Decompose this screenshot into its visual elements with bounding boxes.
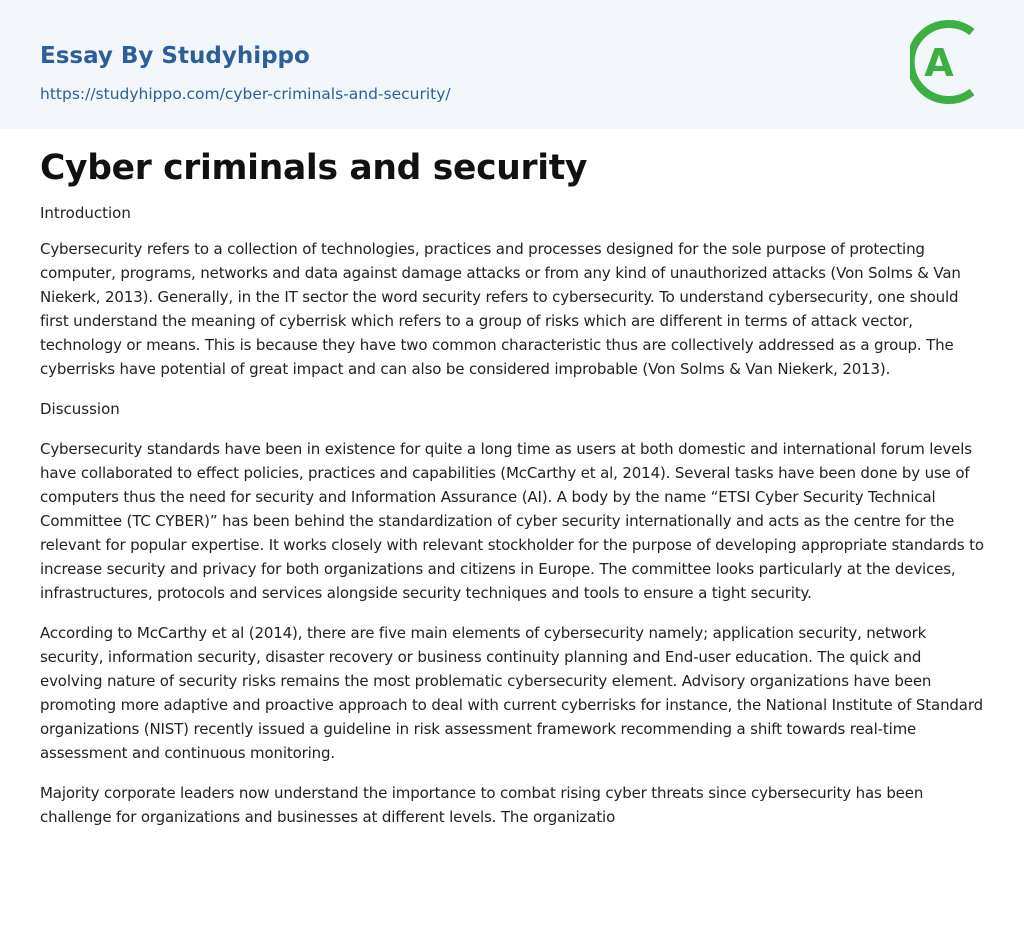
paragraph-discussion-3: Majority corporate leaders now understand the importance to combat rising cyber threats since cybersecurity has been challenge for organizations and businesses at different levels. The organizatio xyxy=(40,784,924,826)
source-url-link[interactable]: https://studyhippo.com/cyber-criminals-and-security/ xyxy=(40,85,451,103)
paragraph-discussion-2: According to McCarthy et al (2014), there are five main elements of cybersecurity namely; application security, network security, information security, disaster recovery or business continuity planning and End-user education. The quick and evolving nature of security risks remains the most problematic cybersecurity element. Advisory organizations have been promoting more adaptive and proactive approach to deal with current cyberrisks for instance, the National Institute of Standard organizations (NIST) recently issued a guideline in risk assessment framework recommending a shift towards real-time assessment and continuous monitoring. xyxy=(40,624,983,762)
page-title: Cyber criminals and security xyxy=(40,148,588,188)
logo-letter: A xyxy=(924,41,954,85)
paragraph-discussion-1: Cybersecurity standards have been in existence for quite a long time as users at both domestic and international forum levels have collaborated to effect policies, practices and capabilities (McCarthy et al, 2014). Several tasks have been done by use of computers thus the need for security and Information Assurance (AI). A body by the name “ETSI Cyber Security Technical Committee (TC CYBER)” has been behind the standardization of cyber security internationally and acts as the centre for the relevant for popular expertise. It works closely with relevant stockholder for the purpose of developing appropriate standards to increase security and privacy for both organizations and citizens in Europe. The committee looks particularly at the devices, infrastructures, protocols and services alongside security techniques and tools to ensure a tight security. xyxy=(40,440,984,602)
section-label-introduction: Introduction xyxy=(40,204,131,222)
studyhippo-logo-icon[interactable] xyxy=(910,16,990,108)
brand-title[interactable]: Essay By Studyhippo xyxy=(40,43,310,69)
paragraph-intro: Cybersecurity refers to a collection of technologies, practices and processes designed for the sole purpose of protecting computer, programs, networks and data against damage attacks or from any kind of unauthorized attacks (Von Solms & Van Niekerk, 2013). Generally, in the IT sector the word security refers to cybersecurity. To understand cybersecurity, one should first understand the meaning of cyberrisk which refers to a group of risks which are different in terms of attack vector, technology or means. This is because they have two common characteristic thus are collectively addressed as a group. The cyberrisks have potential of great impact and can also be considered improbable (Von Solms & Van Niekerk, 2013). xyxy=(40,240,961,378)
section-label-discussion: Discussion xyxy=(40,400,120,418)
article-body xyxy=(40,129,984,829)
page-header xyxy=(0,0,1024,129)
